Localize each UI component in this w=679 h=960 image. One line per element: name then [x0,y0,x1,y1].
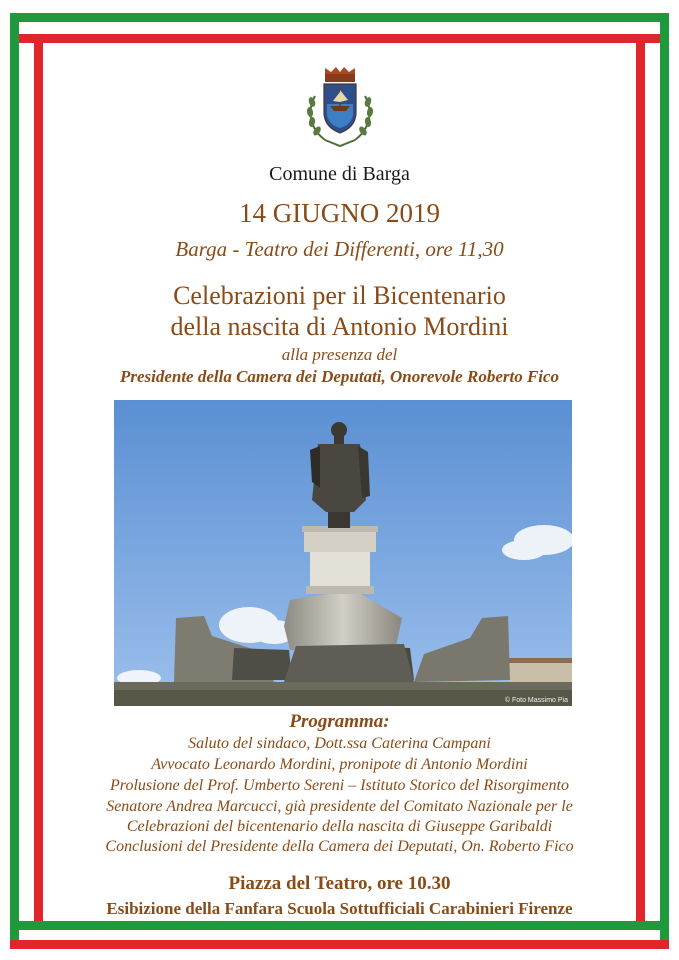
event-date: 14 GIUGNO 2019 [239,198,440,228]
program-item: Avvocato Leonardo Mordini, pronipote di Antonio Mordini [151,756,528,773]
program-item: Celebrazioni del bicentenario della nascita di Giuseppe Garibaldi [126,818,553,835]
program-item: Conclusioni del Presidente della Camera dei Deputati, On. Roberto Fico [105,838,574,855]
event-title-line1: Celebrazioni per il Bicentenario [173,281,506,310]
program-item: Saluto del sindaco, Dott.ssa Caterina Campani [188,735,491,752]
event-title-line2: della nascita di Antonio Mordini [170,312,509,341]
coat-of-arms-icon [301,66,379,148]
program-item: Prolusione del Prof. Umberto Sereni – Istituto Storico del Risorgimento [110,777,569,794]
band-exhibition: Esibizione della Fanfara Scuola Sottufficiali Carabinieri Firenze [106,899,573,918]
municipality-name: Comune di Barga [269,163,410,185]
event-venue: Barga - Teatro dei Differenti, ore 11,30 [175,237,504,261]
piazza-time: Piazza del Teatro, ore 10.30 [228,873,451,894]
monument-statue-image [114,400,572,706]
monument-photo [114,400,572,706]
presence-label: alla presenza del [281,345,398,364]
program-item: Senatore Andrea Marcucci, già presidente del Comitato Nazionale per le [106,798,573,815]
guest-of-honor: Presidente della Camera dei Deputati, Onorevole Roberto Fico [119,367,560,386]
photo-credit: © Foto Massimo Pia [504,697,568,704]
program-title: Programma: [289,711,390,732]
